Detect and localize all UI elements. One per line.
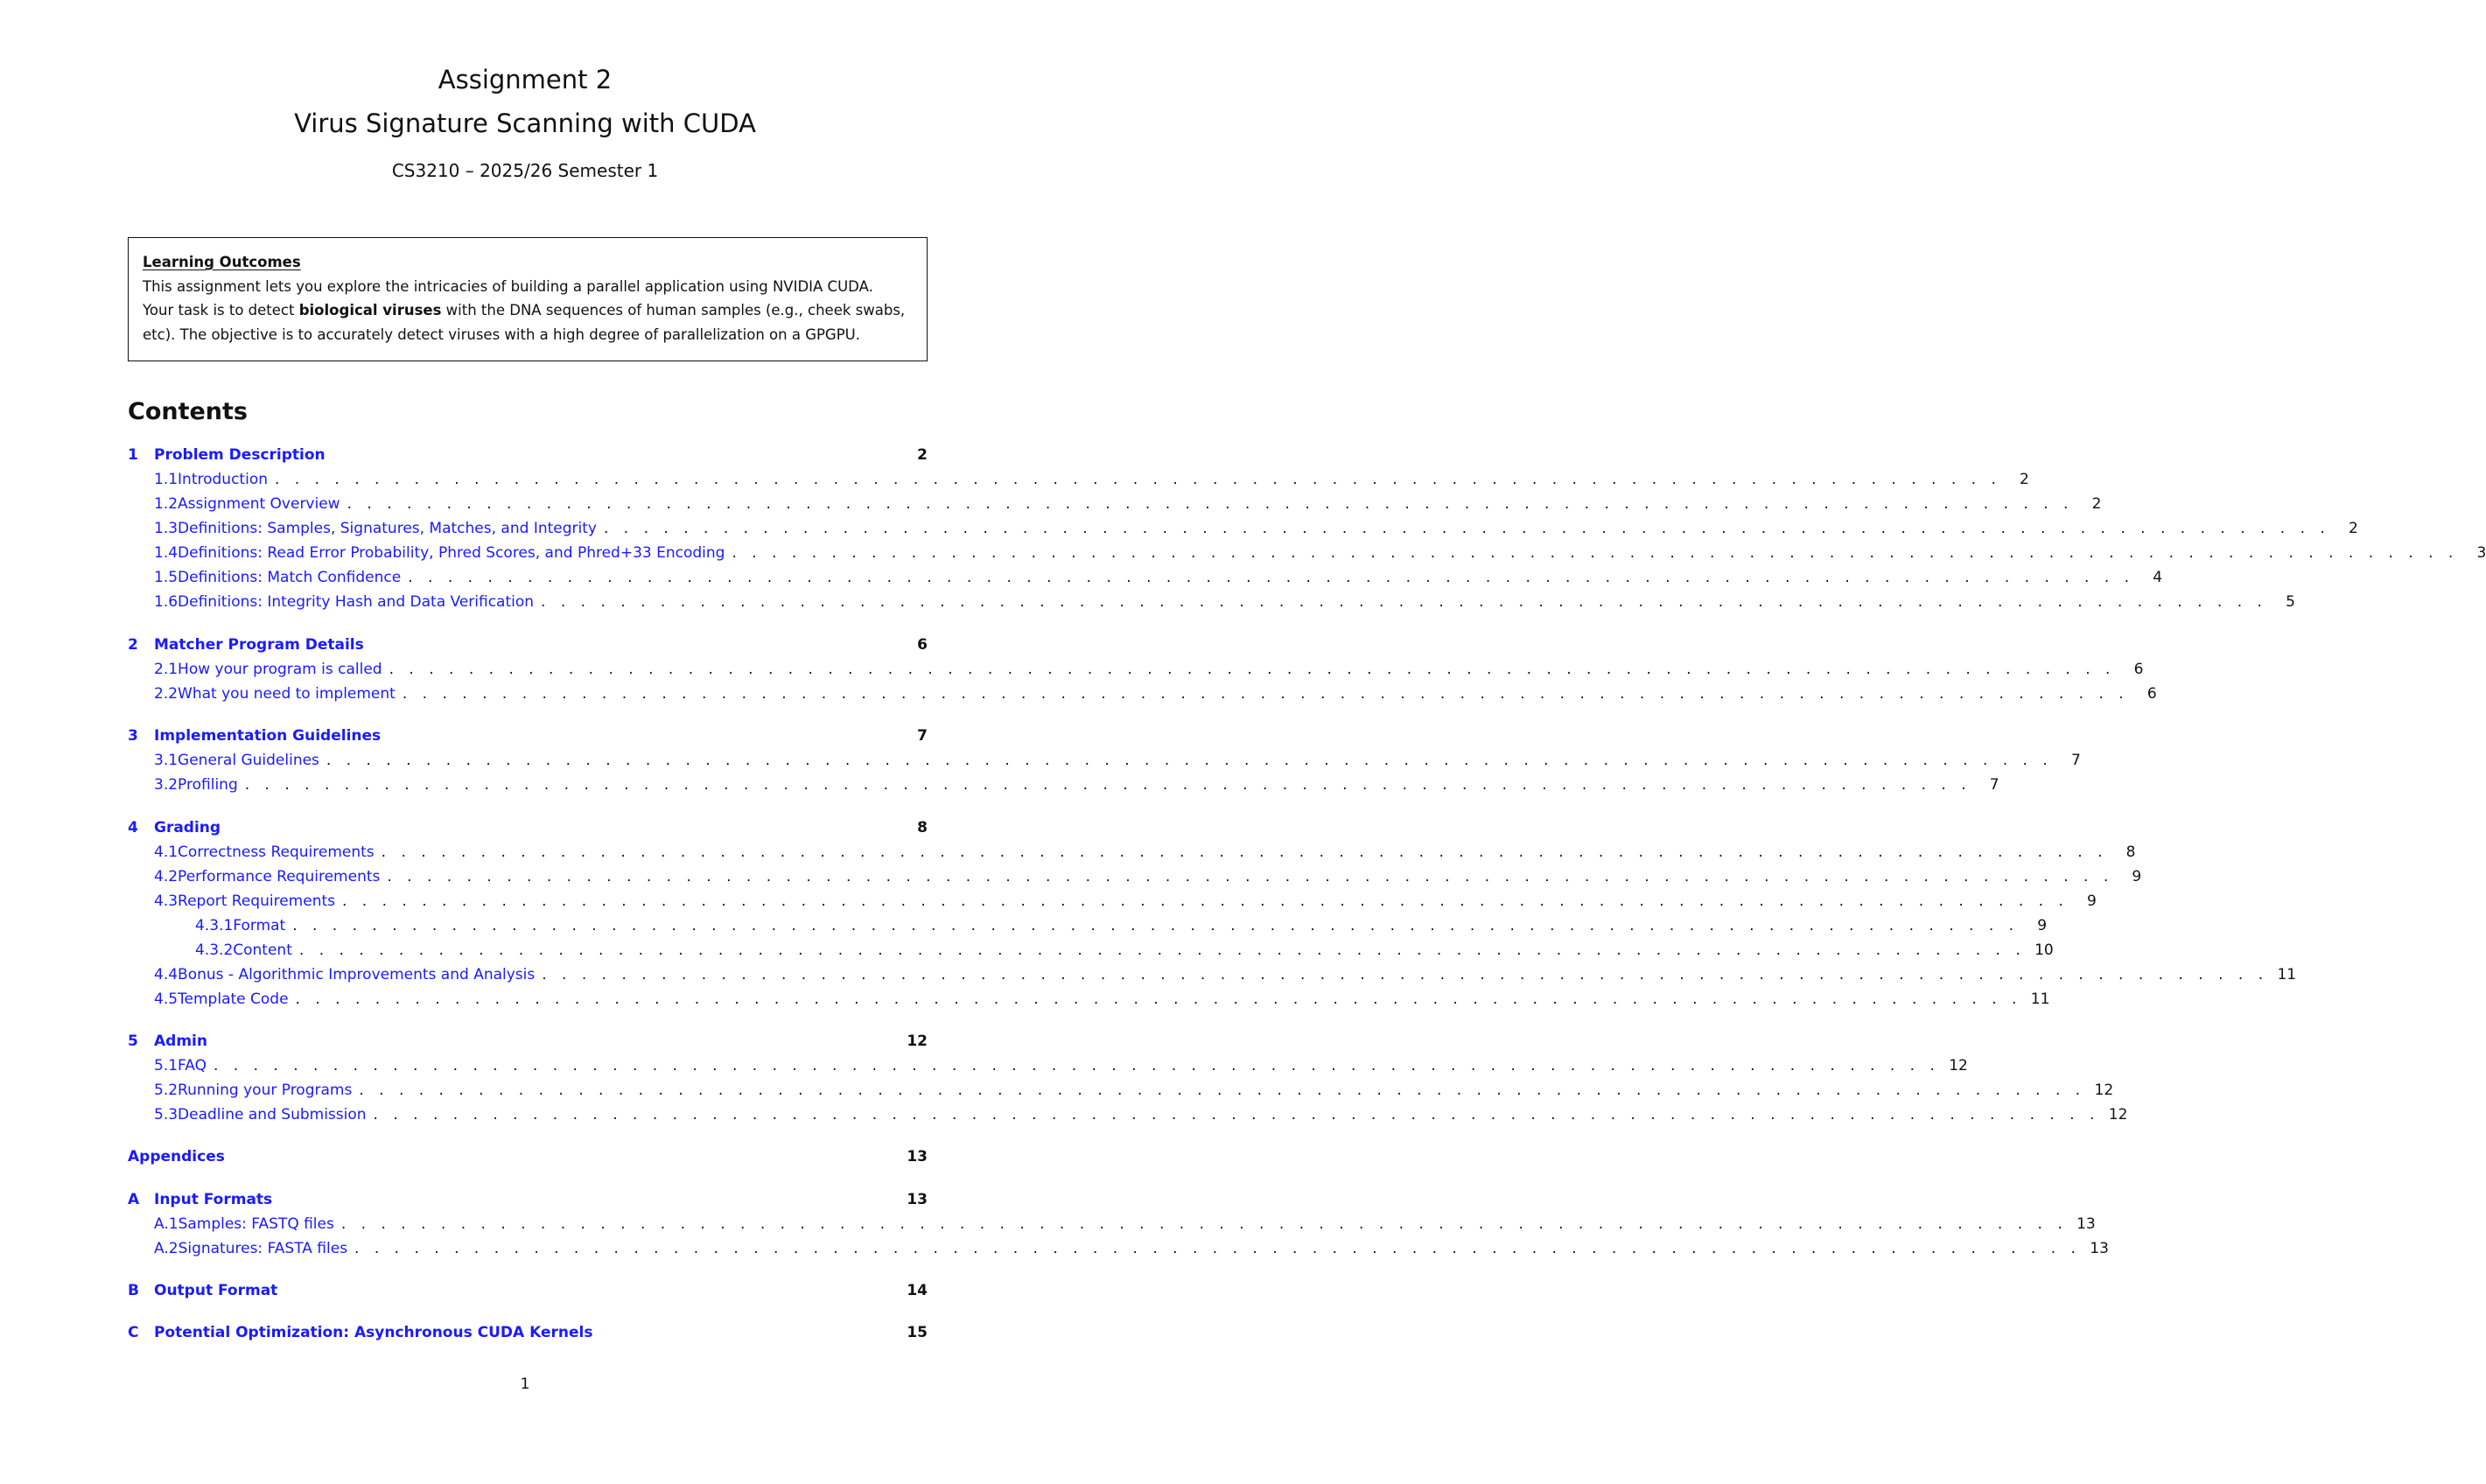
toc-entry-page[interactable]: 15 [907, 1324, 928, 1341]
toc-entry[interactable] [128, 942, 2054, 964]
toc-entry-page[interactable]: 6 [2133, 661, 2144, 678]
toc-entry[interactable] [128, 520, 2358, 542]
toc-entry-label[interactable]: Input Formats [154, 1191, 273, 1208]
toc-entry-number[interactable]: A.1 [154, 1215, 179, 1233]
toc-entry-page[interactable]: 2 [917, 446, 928, 464]
toc-entry-label[interactable]: Implementation Guidelines [154, 727, 382, 745]
toc-entry-number[interactable]: 5 [128, 1032, 138, 1050]
toc-entry-number[interactable]: 5.3 [154, 1106, 179, 1124]
toc-entry-page[interactable]: 9 [2087, 892, 2097, 910]
toc-entry-label[interactable]: Definitions: Match Confidence [178, 569, 402, 586]
toc-leader-dots: . . . . . . . . . . . . . . . . . . . . . . . . . . . . . . . . . . . . . . . . . . . . . . . . . . . . . . . . . . . . . . . . . . . . . . . . . . . . . . . . . . . . . . . [295, 990, 2022, 1008]
toc-entry-number[interactable]: C [128, 1324, 139, 1341]
toc-leader-dots: . . . . . . . . . . . . . . . . . . . . . . . . . . . . . . . . . . . . . . . . . . . . . . . . . . . . . . . . . . . . . . . . . . . . . . . . . . . . . . . . . . . . . . . [340, 1215, 2068, 1233]
toc-entry-page[interactable]: 7 [1989, 776, 1999, 794]
toc-entry-label[interactable]: Grading [154, 819, 221, 836]
toc-entry[interactable] [128, 727, 928, 750]
toc-entry-number[interactable]: 1.5 [154, 569, 179, 586]
toc-entry-label[interactable]: Potential Optimization: Asynchronous CUDA Kernels [154, 1324, 593, 1341]
toc-leader-dots: . . . . . . . . . . . . . . . . . . . . . . . . . . . . . . . . . . . . . . . . . . . . . . . . . . . . . . . . . . . . . . . . . . . . . . . . . . . . . . . . . . . . . . . [389, 661, 2116, 678]
toc-leader-dots: . . . . . . . . . . . . . . . . . . . . . . . . . . . . . . . . . . . . . . . . . . . . . . . . . . . . . . . . . . . . . . . . . . . . . . . . . . . . . . . . . . . . . . . [244, 776, 1971, 794]
toc-entry[interactable] [128, 990, 2050, 1013]
toc-entry-number[interactable]: 2 [128, 636, 138, 654]
toc-entry-page[interactable]: 14 [907, 1282, 928, 1299]
toc-entry-number[interactable]: 4.5 [154, 990, 179, 1008]
toc-entry-number[interactable]: 1 [128, 446, 138, 464]
toc-leader-dots: . . . . . . . . . . . . . . . . . . . . . . . . . . . . . . . . . . . . . . . . . . . . . . . . . . . . . . . . . . . . . . . . . . . . . . . . . . . . . . . . . . . . . . . [213, 1057, 1940, 1074]
toc-entry-page[interactable]: 12 [1949, 1057, 1968, 1074]
toc-entry-label[interactable]: Samples: FASTQ files [178, 1215, 334, 1233]
toc-entry[interactable] [128, 636, 928, 659]
toc-entry-page[interactable]: 9 [2037, 917, 2048, 934]
toc-entry[interactable] [128, 495, 2102, 518]
toc-entry-number[interactable]: 1.2 [154, 495, 179, 513]
toc-entry-page[interactable]: 8 [2125, 844, 2136, 861]
course-line: CS3210 – 2025/26 Semester 1 [391, 160, 659, 181]
toc-entry-page[interactable]: 2 [2020, 471, 2029, 488]
toc-entry-page[interactable]: 5 [2286, 593, 2295, 611]
toc-entry[interactable] [128, 1082, 2114, 1104]
toc-entry-page[interactable]: 13 [907, 1191, 928, 1208]
toc-entry-number[interactable]: 4.3.2 [195, 942, 234, 959]
toc-leader-dots: . . . . . . . . . . . . . . . . . . . . . . . . . . . . . . . . . . . . . . . . . . . . . . . . . . . . . . . . . . . . . . . . . . . . . . . . . . . . . . . . . . . . . . . [402, 685, 2129, 703]
toc-entry-label[interactable]: Template Code [178, 990, 289, 1008]
page-number: 1 [520, 1376, 530, 1393]
toc-entry-number[interactable]: 3 [128, 727, 138, 745]
toc-entry[interactable] [128, 1057, 1968, 1080]
toc-entry[interactable] [128, 1191, 928, 1214]
toc-entry-number[interactable]: 1.6 [154, 593, 179, 611]
assignment-title: Assignment 2 [438, 65, 613, 94]
toc-entry-page[interactable]: 7 [2070, 752, 2081, 769]
toc-entry-page[interactable]: 11 [2030, 990, 2050, 1008]
toc-entry-number[interactable]: A [128, 1191, 140, 1208]
toc-entry-page[interactable]: 3 [2476, 544, 2486, 562]
toc-leader-dots: . . . . . . . . . . . . . . . . . . . . . . . . . . . . . . . . . . . . . . . . . . . . . . . . . . . . . . . . . . . . . . . . . . . . . . . . . . . . . . . . . . . . . . . [359, 1082, 2086, 1099]
toc-entry-page[interactable]: 6 [917, 636, 928, 654]
toc-leader-dots: . . . . . . . . . . . . . . . . . . . . . . . . . . . . . . . . . . . . . . . . . . . . . . . . . . . . . . . . . . . . . . . . . . . . . . . . . . . . . . . . . . . . . . . [275, 471, 2001, 488]
toc-entry-page[interactable]: 13 [2090, 1240, 2109, 1257]
toc-entry[interactable] [128, 1032, 928, 1055]
toc-entry-label[interactable]: Signatures: FASTA files [178, 1240, 348, 1257]
toc-leader-dots: . . . . . . . . . . . . . . . . . . . . . . . . . . . . . . . . . . . . . . . . . . . . . . . . . . . . . . . . . . . . . . . . . . . . . . . . . . . . . . . . . . . . . . . [326, 752, 2053, 769]
toc-leader-dots: . . . . . . . . . . . . . . . . . . . . . . . . . . . . . . . . . . . . . . . . . . . . . . . . . . . . . . . . . . . . . . . . . . . . . . . . . . . . . . . . . . . . . . . [292, 917, 2020, 934]
toc-entry-page[interactable]: 10 [2034, 942, 2054, 959]
toc-entry-page[interactable]: 12 [907, 1032, 928, 1050]
toc-entry-page[interactable]: 9 [2132, 868, 2142, 886]
toc-entry-number[interactable]: 1.4 [154, 544, 179, 562]
learning-outcomes-heading: Learning Outcomes [143, 254, 301, 270]
toc-entry-page[interactable]: 8 [917, 819, 928, 836]
toc-leader-dots: . . . . . . . . . . . . . . . . . . . . . . . . . . . . . . . . . . . . . . . . . . . . . . . . . . . . . . . . . . . . . . . . . . . . . . . . . . . . . . . . . . . . . . . [347, 495, 2074, 513]
toc-entry[interactable] [128, 1106, 2128, 1129]
toc-entry-number[interactable]: 5.2 [154, 1082, 179, 1099]
toc-entry[interactable] [128, 776, 1999, 799]
toc-entry-page[interactable]: 12 [2094, 1082, 2114, 1099]
toc-entry-page[interactable]: 2 [2349, 520, 2358, 537]
toc-entry-label[interactable]: Appendices [128, 1148, 225, 1166]
toc-leader-dots: . . . . . . . . . . . . . . . . . . . . . . . . . . . . . . . . . . . . . . . . . . . . . . . . . . . . . . . . . . . . . . . . . . . . . . . . . . . . . . . . . . . . . . . [542, 966, 2269, 984]
toc-entry-label[interactable]: Definitions: Samples, Signatures, Matches, and Integrity [178, 520, 597, 537]
toc-entry-number[interactable]: 1.1 [154, 471, 179, 488]
toc-entry-number[interactable]: 1.3 [154, 520, 179, 537]
outcomes-text: Your task is to detect [143, 302, 299, 318]
toc-leader-dots: . . . . . . . . . . . . . . . . . . . . . . . . . . . . . . . . . . . . . . . . . . . . . . . . . . . . . . . . . . . . . . . . . . . . . . . . . . . . . . . . . . . . . . . [408, 569, 2135, 586]
outcomes-text: with the DNA sequences of human samples (e.g., cheek swabs, [441, 302, 906, 318]
toc-entry-number[interactable]: 5.1 [154, 1057, 179, 1074]
toc-leader-dots: . . . . . . . . . . . . . . . . . . . . . . . . . . . . . . . . . . . . . . . . . . . . . . . . . . . . . . . . . . . . . . . . . . . . . . . . . . . . . . . . . . . . . . . [298, 942, 2026, 959]
toc-entry-label[interactable]: Content [233, 942, 292, 959]
toc-leader-dots: . . . . . . . . . . . . . . . . . . . . . . . . . . . . . . . . . . . . . . . . . . . . . . . . . . . . . . . . . . . . . . . . . . . . . . . . . . . . . . . . . . . . . . . [732, 544, 2459, 562]
toc-entry[interactable] [128, 1282, 928, 1305]
toc-entry-number[interactable]: 4.1 [154, 844, 179, 861]
toc-entry[interactable] [128, 752, 2081, 774]
toc-leader-dots: . . . . . . . . . . . . . . . . . . . . . . . . . . . . . . . . . . . . . . . . . . . . . . . . . . . . . . . . . . . . . . . . . . . . . . . . . . . . . . . . . . . . . . . [381, 844, 2108, 861]
toc-entry-label[interactable]: What you need to implement [178, 685, 396, 703]
toc-entry[interactable] [128, 544, 2486, 567]
toc-entry-label[interactable]: Profiling [178, 776, 238, 794]
contents-heading: Contents [128, 398, 249, 425]
toc-entry[interactable] [128, 868, 2142, 891]
toc-entry-number[interactable]: 2.2 [154, 685, 179, 703]
toc-entry-number[interactable]: 4.3 [154, 892, 179, 910]
toc-leader-dots: . . . . . . . . . . . . . . . . . . . . . . . . . . . . . . . . . . . . . . . . . . . . . . . . . . . . . . . . . . . . . . . . . . . . . . . . . . . . . . . . . . . . . . . [342, 892, 2069, 910]
outcomes-line-2 [143, 298, 913, 323]
toc-entry[interactable] [128, 1148, 928, 1171]
toc-entry[interactable] [128, 1324, 928, 1347]
toc-entry-number[interactable]: 4.2 [154, 868, 179, 886]
toc-entry-page[interactable]: 13 [2076, 1215, 2096, 1233]
toc-entry-number[interactable]: 4.3.1 [195, 917, 234, 934]
toc-entry-label[interactable]: Definitions: Integrity Hash and Data Verification [178, 593, 535, 611]
toc-entry-label[interactable]: Deadline and Submission [178, 1106, 367, 1124]
toc-entry-label[interactable]: Running your Programs [178, 1082, 353, 1099]
toc-entry-label[interactable]: Admin [154, 1032, 207, 1050]
toc-entry-number[interactable]: 4.4 [154, 966, 179, 984]
toc-entry-label[interactable]: General Guidelines [178, 752, 319, 769]
toc-entry-page[interactable]: 12 [2108, 1106, 2128, 1124]
toc-entry[interactable] [128, 685, 2157, 708]
toc-entry-label[interactable]: Assignment Overview [178, 495, 340, 513]
assignment-subtitle: Virus Signature Scanning with CUDA [294, 108, 756, 138]
toc-entry[interactable] [128, 892, 2097, 915]
toc-entry-label[interactable]: Format [233, 917, 286, 934]
learning-outcomes-box [128, 237, 928, 361]
toc-leader-dots: . . . . . . . . . . . . . . . . . . . . . . . . . . . . . . . . . . . . . . . . . . . . . . . . . . . . . . . . . . . . . . . . . . . . . . . . . . . . . . . . . . . . . . . [603, 520, 2330, 537]
toc-entry-label[interactable]: How your program is called [178, 661, 382, 678]
toc-entry-label[interactable]: Introduction [178, 471, 268, 488]
toc-entry[interactable] [128, 661, 2144, 683]
toc-entry[interactable] [128, 593, 2295, 616]
toc-entry[interactable] [128, 844, 2136, 866]
toc-entry-number[interactable]: 3.2 [154, 776, 179, 794]
toc-entry[interactable] [128, 966, 2297, 989]
toc-entry-label[interactable]: FAQ [178, 1057, 207, 1074]
toc-entry-label[interactable]: Definitions: Read Error Probability, Phred Scores, and Phred+33 Encoding [178, 544, 725, 562]
toc-entry-label[interactable]: Correctness Requirements [178, 844, 375, 861]
toc-entry-number[interactable]: 3.1 [154, 752, 179, 769]
toc-entry-number[interactable]: B [128, 1282, 139, 1299]
toc-entry-label[interactable]: Output Format [154, 1282, 278, 1299]
toc-entry[interactable] [128, 917, 2048, 940]
toc-leader-dots: . . . . . . . . . . . . . . . . . . . . . . . . . . . . . . . . . . . . . . . . . . . . . . . . . . . . . . . . . . . . . . . . . . . . . . . . . . . . . . . . . . . . . . . [541, 593, 2267, 611]
toc-entry[interactable] [128, 569, 2163, 592]
outcomes-emphasis: biological viruses [298, 302, 442, 318]
toc-entry[interactable] [128, 471, 2029, 494]
outcomes-line-3: etc). The objective is to accurately detect viruses with a high degree of parallelization on a GPGPU. [143, 326, 860, 343]
toc-entry-label[interactable]: Bonus - Algorithmic Improvements and Analysis [178, 966, 536, 984]
toc-entry-number[interactable]: 2.1 [154, 661, 179, 678]
toc-entry-page[interactable]: 7 [917, 727, 928, 745]
toc-entry[interactable] [128, 1240, 2109, 1263]
toc-entry-label[interactable]: Matcher Program Details [154, 636, 364, 654]
toc-entry-page[interactable]: 13 [907, 1148, 928, 1166]
toc-entry[interactable] [128, 819, 928, 842]
toc-entry-label[interactable]: Problem Description [154, 446, 326, 464]
toc-leader-dots: . . . . . . . . . . . . . . . . . . . . . . . . . . . . . . . . . . . . . . . . . . . . . . . . . . . . . . . . . . . . . . . . . . . . . . . . . . . . . . . . . . . . . . . [387, 868, 2114, 886]
toc-leader-dots: . . . . . . . . . . . . . . . . . . . . . . . . . . . . . . . . . . . . . . . . . . . . . . . . . . . . . . . . . . . . . . . . . . . . . . . . . . . . . . . . . . . . . . . [354, 1240, 2081, 1257]
toc-entry-label[interactable]: Report Requirements [178, 892, 335, 910]
toc-entry-page[interactable]: 4 [2153, 569, 2163, 586]
toc-leader-dots: . . . . . . . . . . . . . . . . . . . . . . . . . . . . . . . . . . . . . . . . . . . . . . . . . . . . . . . . . . . . . . . . . . . . . . . . . . . . . . . . . . . . . . . [373, 1106, 2100, 1124]
toc-entry-page[interactable]: 6 [2146, 685, 2157, 703]
toc-entry-number[interactable]: A.2 [154, 1240, 179, 1257]
toc-entry-page[interactable]: 11 [2277, 966, 2297, 984]
toc-entry-number[interactable]: 4 [128, 819, 138, 836]
toc-entry[interactable] [128, 1215, 2096, 1238]
outcomes-line-1: This assignment lets you explore the intricacies of building a parallel application using NVIDIA CUDA. [143, 277, 873, 295]
toc-entry[interactable] [128, 446, 928, 469]
toc-entry-label[interactable]: Performance Requirements [178, 868, 381, 886]
toc-entry-page[interactable]: 2 [2091, 495, 2102, 513]
